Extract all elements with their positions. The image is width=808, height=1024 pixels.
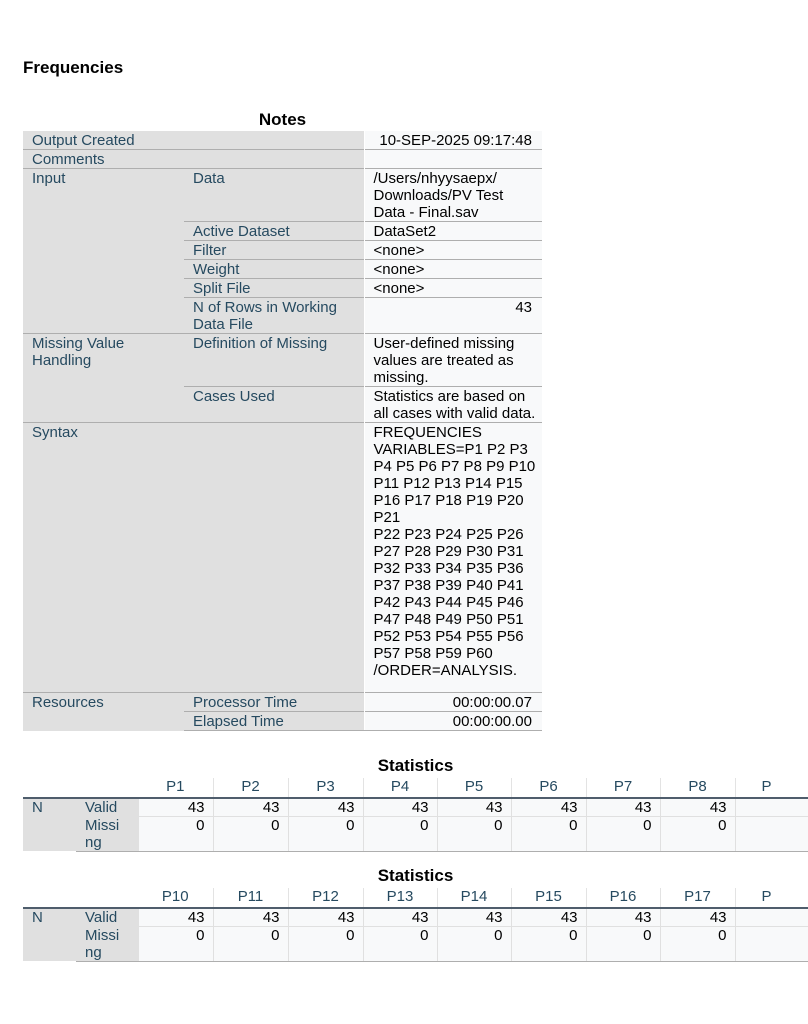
table-cell: 43 (213, 908, 288, 927)
table-cell: 0 (660, 817, 735, 852)
table-cell: 0 (288, 817, 363, 852)
syntax-line-2: P22 P23 P24 P25 P26 P27 P28 P29 P30 P31 P32 P33 P34 P35 P36 P37 P38 P39 P40 P41 P42 P43 P44 P45 P46 P47 P48 P49 P50 P51 P52 P53 P54 P55 P56 P57 P58 P59 P60 (373, 526, 524, 662)
column-header: P4 (363, 778, 437, 798)
column-header: P7 (586, 778, 660, 798)
table-cell: 0 (586, 817, 660, 852)
table-cell: 0 (138, 817, 213, 852)
table-cell: 43 (660, 798, 735, 817)
valid-label: Valid (76, 908, 138, 927)
comments-label: Comments (23, 150, 364, 169)
input-label: Input (23, 169, 184, 334)
elapsed-time-value: 00:00:00.00 (364, 712, 542, 731)
column-header: P1 (138, 778, 213, 798)
column-header: P14 (437, 888, 511, 908)
column-header: P12 (288, 888, 363, 908)
statistics-row-missing (23, 817, 808, 852)
definition-missing-value: User-defined missing values are treated as missing. (364, 334, 542, 387)
syntax-value (364, 423, 542, 693)
frequencies-heading: Frequencies (23, 58, 124, 77)
data-label: Data (184, 169, 364, 222)
notes-table (23, 131, 542, 731)
statistics-table-2 (23, 888, 808, 962)
statistics-row-valid (23, 798, 808, 817)
column-header: P6 (511, 778, 586, 798)
notes-row-output-created (23, 131, 542, 150)
processor-time-label: Processor Time (184, 693, 364, 712)
notes-row-processor-time (23, 693, 542, 712)
missing-value-handling-label: Missing Value Handling (23, 334, 184, 423)
split-file-label: Split File (184, 279, 364, 298)
weight-label: Weight (184, 260, 364, 279)
cases-used-value: Statistics are based on all cases with valid data. (364, 387, 542, 423)
table-cell: 43 (138, 798, 213, 817)
statistics-row-missing (23, 927, 808, 962)
column-header: P5 (437, 778, 511, 798)
missing-label: Missi ng (76, 817, 138, 852)
output-created-value: 10-SEP-2025 09:17:48 (364, 131, 542, 150)
table-cell: 43 (288, 908, 363, 927)
table-cell (735, 908, 808, 927)
column-header: P15 (511, 888, 586, 908)
table-cell: 43 (363, 908, 437, 927)
filter-value: <none> (364, 241, 542, 260)
column-header: P13 (363, 888, 437, 908)
table-cell: 0 (586, 927, 660, 962)
n-label: N (23, 908, 76, 961)
syntax-label: Syntax (23, 423, 364, 693)
column-header: P17 (660, 888, 735, 908)
column-header: P16 (586, 888, 660, 908)
syntax-line-1: FREQUENCIES VARIABLES=P1 P2 P3 P4 P5 P6 P7 P8 P9 P10 P11 P12 P13 P14 P15 P16 P17 P18 P19 P20 P21 (373, 424, 536, 526)
column-header: P (735, 888, 808, 908)
processor-time-value: 00:00:00.07 (364, 693, 542, 712)
missing-label: Missi ng (76, 927, 138, 962)
n-rows-label: N of Rows in Working Data File (184, 298, 364, 334)
valid-label: Valid (76, 798, 138, 817)
table-cell: 43 (586, 798, 660, 817)
filter-label: Filter (184, 241, 364, 260)
table-cell: 43 (437, 798, 511, 817)
notes-row-definition-missing (23, 334, 542, 387)
output-created-label: Output Created (23, 131, 364, 150)
table-cell: 43 (138, 908, 213, 927)
table-cell: 0 (288, 927, 363, 962)
table-cell: 0 (660, 927, 735, 962)
table-cell: 0 (437, 927, 511, 962)
n-label: N (23, 798, 76, 851)
table-cell: 0 (363, 817, 437, 852)
column-header: P (735, 778, 808, 798)
table-cell: 0 (363, 927, 437, 962)
column-header: P3 (288, 778, 363, 798)
statistics-row-valid (23, 908, 808, 927)
statistics-header-row (23, 888, 808, 908)
n-rows-value: 43 (364, 298, 542, 334)
active-dataset-label: Active Dataset (184, 222, 364, 241)
table-cell: 43 (660, 908, 735, 927)
table-cell: 43 (511, 798, 586, 817)
notes-row-comments (23, 150, 542, 169)
table-cell: 0 (511, 817, 586, 852)
notes-row-data (23, 169, 542, 222)
table-cell (735, 817, 808, 852)
statistics-table-1 (23, 778, 808, 852)
cases-used-label: Cases Used (184, 387, 364, 423)
notes-title: Notes (258, 110, 307, 129)
column-header: P2 (213, 778, 288, 798)
definition-missing-label: Definition of Missing (184, 334, 364, 387)
elapsed-time-label: Elapsed Time (184, 712, 364, 731)
statistics-title-2: Statistics (377, 866, 454, 885)
table-cell: 0 (213, 927, 288, 962)
table-cell (735, 798, 808, 817)
weight-value: <none> (364, 260, 542, 279)
comments-value (364, 150, 542, 169)
resources-label: Resources (23, 693, 184, 731)
split-file-value: <none> (364, 279, 542, 298)
statistics-title-1: Statistics (377, 756, 454, 775)
column-header: P8 (660, 778, 735, 798)
syntax-line-3: /ORDER=ANALYSIS. (373, 662, 518, 679)
table-cell: 43 (437, 908, 511, 927)
table-cell (735, 927, 808, 962)
table-cell: 0 (437, 817, 511, 852)
table-cell: 43 (213, 798, 288, 817)
table-cell: 0 (138, 927, 213, 962)
table-cell: 43 (288, 798, 363, 817)
notes-row-syntax (23, 423, 542, 693)
table-cell: 0 (213, 817, 288, 852)
table-cell: 43 (511, 908, 586, 927)
statistics-header-row (23, 778, 808, 798)
table-cell: 0 (511, 927, 586, 962)
column-header: P10 (138, 888, 213, 908)
column-header: P11 (213, 888, 288, 908)
data-value: /Users/nhyysaepx/ Downloads/PV Test Data - Final.sav (364, 169, 542, 222)
table-cell: 43 (586, 908, 660, 927)
table-cell: 43 (363, 798, 437, 817)
active-dataset-value: DataSet2 (364, 222, 542, 241)
